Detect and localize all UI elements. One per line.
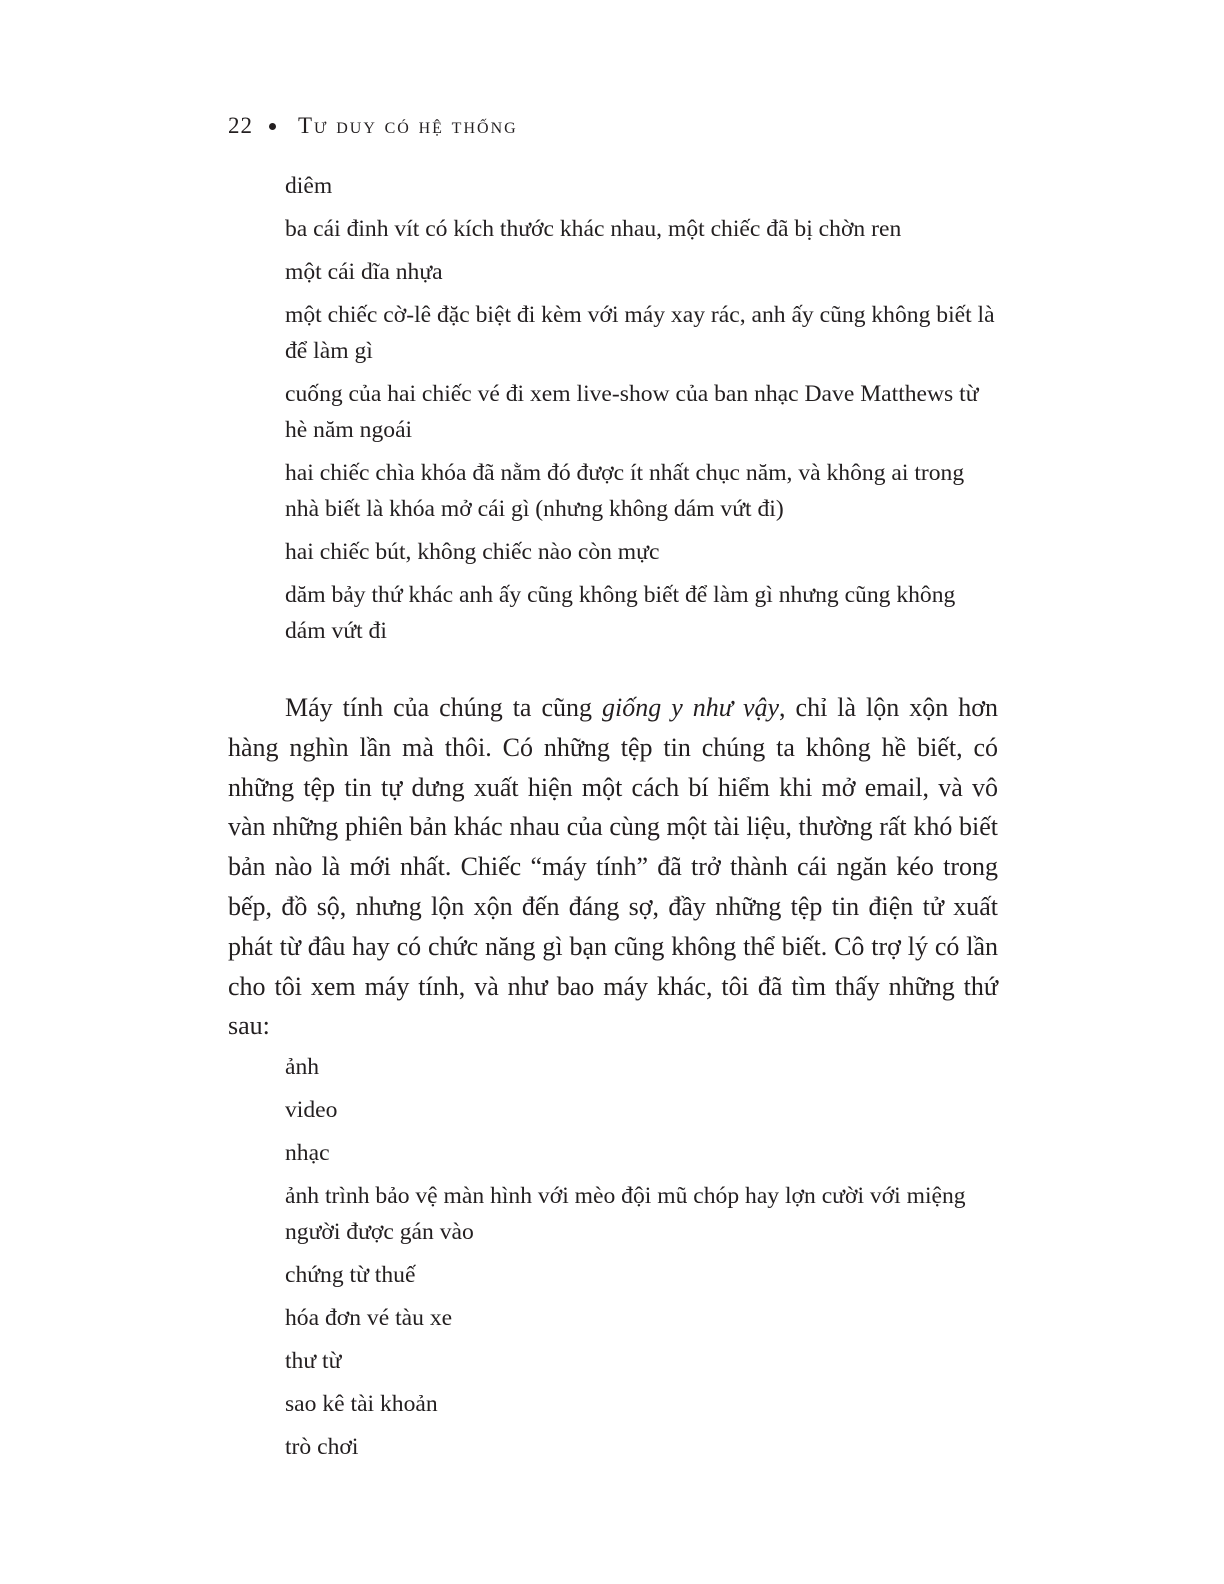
list-item: một chiếc cờ-lê đặc biệt đi kèm với máy xay rác, anh ấy cũng không biết là để làm gì [285,302,995,364]
list-item: ảnh [285,1054,320,1080]
running-head [228,108,518,144]
list-item: diêm [285,173,333,199]
list-item: video [285,1097,338,1123]
list-item: cuống của hai chiếc vé đi xem live-show của ban nhạc Dave Matthews từ hè năm ngoái [285,381,979,443]
list-item: hai chiếc bút, không chiếc nào còn mực [285,539,660,565]
drawer-items-list [285,168,1000,656]
list-item: hai chiếc chìa khóa đã nằm đó được ít nhất chục năm, và không ai trong nhà biết là khóa mở cái gì (nhưng không dám vứt đi) [285,460,965,522]
list-item: chứng từ thuế [285,1262,416,1288]
paragraph-text-start: Máy tính của chúng ta cũng [285,693,603,722]
page-number: 22 [228,113,253,138]
paragraph-text-rest: , chỉ là lộn xộn hơn hàng nghìn lần mà thôi. Có những tệp tin chúng ta không hề biết, có những tệp tin tự dưng xuất hiện một cách bí hiểm khi mở email, và vô vàn những phiên bản khác nhau của cùng một tài liệu, thường rất khó biết bản nào là mới nhất. Chiếc “máy tính” đã trở thành cái ngăn kéo trong bếp, đồ sộ, nhưng lộn xộn đến đáng sợ, đầy những tệp tin điện tử xuất phát từ đâu hay có chức năng gì bạn cũng không thể biết. Cô trợ lý có lần cho tôi xem máy tính, và như bao máy khác, tôi đã tìm thấy những thứ sau: [228,693,999,1041]
book-title: Tư duy có hệ thống [298,113,518,138]
bullet-icon [269,123,276,130]
list-item: trò chơi [285,1434,359,1460]
list-item: hóa đơn vé tàu xe [285,1305,453,1331]
list-item: ảnh trình bảo vệ màn hình với mèo đội mũ chóp hay lợn cười với miệng người được gán vào [285,1183,966,1245]
list-item: ba cái đinh vít có kích thước khác nhau, một chiếc đã bị chờn ren [285,216,902,242]
list-item: sao kê tài khoản [285,1391,438,1417]
body-paragraph [228,688,998,1046]
list-item: thư từ [285,1348,342,1374]
computer-items-list [285,1049,1000,1472]
paragraph-emphasis: giống y như vậy [602,693,780,722]
list-item: dăm bảy thứ khác anh ấy cũng không biết để làm gì nhưng cũng không dám vứt đi [285,582,956,644]
list-item: một cái dĩa nhựa [285,259,443,285]
list-item: nhạc [285,1140,330,1166]
